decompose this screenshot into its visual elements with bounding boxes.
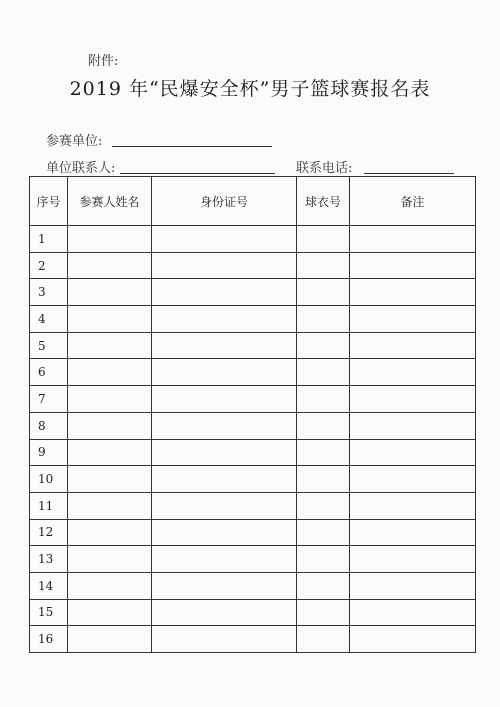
- notes-cell[interactable]: [350, 519, 476, 546]
- row-number: 4: [30, 306, 68, 333]
- row-number: 16: [30, 626, 68, 653]
- notes-cell[interactable]: [350, 359, 476, 386]
- notes-cell[interactable]: [350, 599, 476, 626]
- table-row: [30, 252, 476, 279]
- phone-label: 联系电话:: [296, 161, 353, 176]
- table-row: [30, 599, 476, 626]
- phone-field[interactable]: [364, 172, 454, 174]
- table-row: [30, 359, 476, 386]
- table-row: [30, 519, 476, 546]
- jersey-cell[interactable]: [297, 466, 350, 493]
- column-header-id: 身份证号: [152, 177, 297, 226]
- row-number: 11: [30, 492, 68, 519]
- jersey-cell[interactable]: [297, 492, 350, 519]
- table-row: [30, 546, 476, 573]
- name-cell[interactable]: [68, 626, 152, 653]
- column-header-number: 序号: [30, 177, 68, 226]
- name-cell[interactable]: [68, 279, 152, 306]
- row-number: 15: [30, 599, 68, 626]
- id-cell[interactable]: [152, 599, 297, 626]
- id-cell[interactable]: [152, 279, 297, 306]
- notes-cell[interactable]: [350, 546, 476, 573]
- jersey-cell[interactable]: [297, 386, 350, 413]
- jersey-cell[interactable]: [297, 599, 350, 626]
- jersey-cell[interactable]: [297, 332, 350, 359]
- row-number: 7: [30, 386, 68, 413]
- row-number: 1: [30, 226, 68, 253]
- notes-cell[interactable]: [350, 306, 476, 333]
- table-row: [30, 226, 476, 253]
- notes-cell[interactable]: [350, 252, 476, 279]
- row-number: 2: [30, 252, 68, 279]
- registration-table: [29, 176, 476, 653]
- jersey-cell[interactable]: [297, 279, 350, 306]
- table-row: [30, 386, 476, 413]
- name-cell[interactable]: [68, 332, 152, 359]
- id-cell[interactable]: [152, 492, 297, 519]
- notes-cell[interactable]: [350, 226, 476, 253]
- name-cell[interactable]: [68, 359, 152, 386]
- id-cell[interactable]: [152, 572, 297, 599]
- jersey-cell[interactable]: [297, 572, 350, 599]
- row-number: 5: [30, 332, 68, 359]
- attachment-label: 附件:: [88, 54, 119, 69]
- notes-cell[interactable]: [350, 626, 476, 653]
- id-cell[interactable]: [152, 412, 297, 439]
- jersey-cell[interactable]: [297, 306, 350, 333]
- name-cell[interactable]: [68, 439, 152, 466]
- name-cell[interactable]: [68, 599, 152, 626]
- notes-cell[interactable]: [350, 492, 476, 519]
- column-header-notes: 备注: [350, 177, 476, 226]
- id-cell[interactable]: [152, 466, 297, 493]
- page-title: 2019 年“民爆安全杯”男子篮球赛报名表: [69, 78, 431, 100]
- name-cell[interactable]: [68, 572, 152, 599]
- jersey-cell[interactable]: [297, 626, 350, 653]
- name-cell[interactable]: [68, 519, 152, 546]
- jersey-cell[interactable]: [297, 412, 350, 439]
- notes-cell[interactable]: [350, 279, 476, 306]
- table-row: [30, 626, 476, 653]
- row-number: 14: [30, 572, 68, 599]
- id-cell[interactable]: [152, 306, 297, 333]
- name-cell[interactable]: [68, 306, 152, 333]
- jersey-cell[interactable]: [297, 359, 350, 386]
- row-number: 12: [30, 519, 68, 546]
- name-cell[interactable]: [68, 252, 152, 279]
- id-cell[interactable]: [152, 546, 297, 573]
- notes-cell[interactable]: [350, 466, 476, 493]
- row-number: 13: [30, 546, 68, 573]
- id-cell[interactable]: [152, 519, 297, 546]
- name-cell[interactable]: [68, 226, 152, 253]
- id-cell[interactable]: [152, 386, 297, 413]
- table-row: [30, 492, 476, 519]
- name-cell[interactable]: [68, 546, 152, 573]
- contact-field[interactable]: [120, 172, 275, 174]
- name-cell[interactable]: [68, 412, 152, 439]
- id-cell[interactable]: [152, 252, 297, 279]
- jersey-cell[interactable]: [297, 546, 350, 573]
- row-number: 9: [30, 439, 68, 466]
- id-cell[interactable]: [152, 626, 297, 653]
- notes-cell[interactable]: [350, 439, 476, 466]
- notes-cell[interactable]: [350, 332, 476, 359]
- notes-cell[interactable]: [350, 386, 476, 413]
- jersey-cell[interactable]: [297, 519, 350, 546]
- team-label: 参赛单位:: [46, 134, 103, 149]
- notes-cell[interactable]: [350, 412, 476, 439]
- row-number: 3: [30, 279, 68, 306]
- jersey-cell[interactable]: [297, 252, 350, 279]
- id-cell[interactable]: [152, 226, 297, 253]
- jersey-cell[interactable]: [297, 439, 350, 466]
- column-header-jersey: 球衣号: [297, 177, 350, 226]
- table-row: [30, 279, 476, 306]
- column-header-name: 参赛人姓名: [68, 177, 152, 226]
- contact-label: 单位联系人:: [46, 161, 116, 176]
- table-header-row: [30, 177, 476, 226]
- table-row: [30, 306, 476, 333]
- jersey-cell[interactable]: [297, 226, 350, 253]
- table-row: [30, 332, 476, 359]
- table-row: [30, 439, 476, 466]
- row-number: 6: [30, 359, 68, 386]
- id-cell[interactable]: [152, 439, 297, 466]
- row-number: 8: [30, 412, 68, 439]
- name-cell[interactable]: [68, 466, 152, 493]
- id-cell[interactable]: [152, 332, 297, 359]
- table-row: [30, 412, 476, 439]
- table-row: [30, 466, 476, 493]
- team-field[interactable]: [112, 145, 272, 147]
- id-cell[interactable]: [152, 359, 297, 386]
- row-number: 10: [30, 466, 68, 493]
- name-cell[interactable]: [68, 386, 152, 413]
- table-row: [30, 572, 476, 599]
- name-cell[interactable]: [68, 492, 152, 519]
- notes-cell[interactable]: [350, 572, 476, 599]
